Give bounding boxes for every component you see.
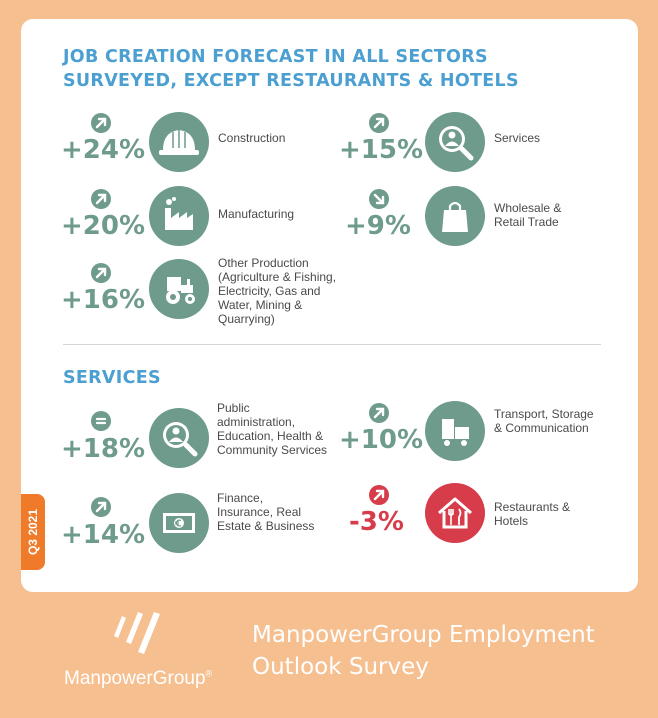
sector-value: +18% xyxy=(61,434,146,464)
sector-value: +10% xyxy=(339,425,424,455)
logo-text: ManpowerGroup® xyxy=(64,668,213,689)
banknote-icon xyxy=(149,493,209,553)
truck-icon xyxy=(425,401,485,461)
trend-up-icon xyxy=(91,497,111,517)
trend-down-icon xyxy=(369,189,389,209)
survey-title-line1: ManpowerGroup Employment xyxy=(252,622,595,648)
trend-up-icon xyxy=(369,113,389,133)
sector-value: +24% xyxy=(61,135,146,165)
tractor-icon xyxy=(149,259,209,319)
sector-value: +9% xyxy=(345,211,411,241)
main-heading: JOB CREATION FORECAST IN ALL SECTORS SURVEYED, EXCEPT RESTAURANTS & HOTELS xyxy=(63,47,519,91)
trend-up-icon xyxy=(369,485,389,505)
sector-value: -3% xyxy=(349,507,404,537)
survey-title xyxy=(252,619,595,683)
manpowergroup-logo-icon xyxy=(108,606,168,662)
section-divider xyxy=(63,344,601,345)
sector-label: Services xyxy=(494,131,541,145)
sector-label: Construction xyxy=(218,131,286,145)
person-magnifier-icon xyxy=(149,408,209,468)
sector-label: Transport, Storage & Communication xyxy=(494,407,594,435)
sector-value: +15% xyxy=(339,135,424,165)
sector-label: Other Production (Agriculture & Fishing, Electricity, Gas and Water, Mining & Quarrying) xyxy=(218,256,337,326)
shopping-bag-icon xyxy=(425,186,485,246)
forecast-card xyxy=(21,19,638,592)
sector-label: Wholesale & Retail Trade xyxy=(494,201,562,229)
survey-title-line2: Outlook Survey xyxy=(252,654,429,680)
trend-same-icon xyxy=(91,411,111,431)
sector-label: Public administration, Education, Health & Community Services xyxy=(217,401,328,457)
sector-label: Manufacturing xyxy=(218,207,295,221)
trend-up-icon xyxy=(91,189,111,209)
services-heading: SERVICES xyxy=(63,368,161,388)
sector-label: Finance, Insurance, Real Estate & Business xyxy=(217,491,315,533)
trend-up-icon xyxy=(91,113,111,133)
sector-label: Restaurants & Hotels xyxy=(494,500,571,528)
sector-value: +16% xyxy=(61,285,146,315)
quarter-tab xyxy=(21,494,45,570)
factory-icon xyxy=(149,186,209,246)
trend-up-icon xyxy=(91,263,111,283)
sector-value: +20% xyxy=(61,211,146,241)
house-cutlery-icon xyxy=(425,483,485,543)
trend-up-icon xyxy=(369,403,389,423)
sector-value: +14% xyxy=(61,520,146,550)
quarter-label: Q3 2021 xyxy=(26,508,40,556)
person-magnifier-icon xyxy=(425,112,485,172)
hard-hat-icon xyxy=(149,112,209,172)
